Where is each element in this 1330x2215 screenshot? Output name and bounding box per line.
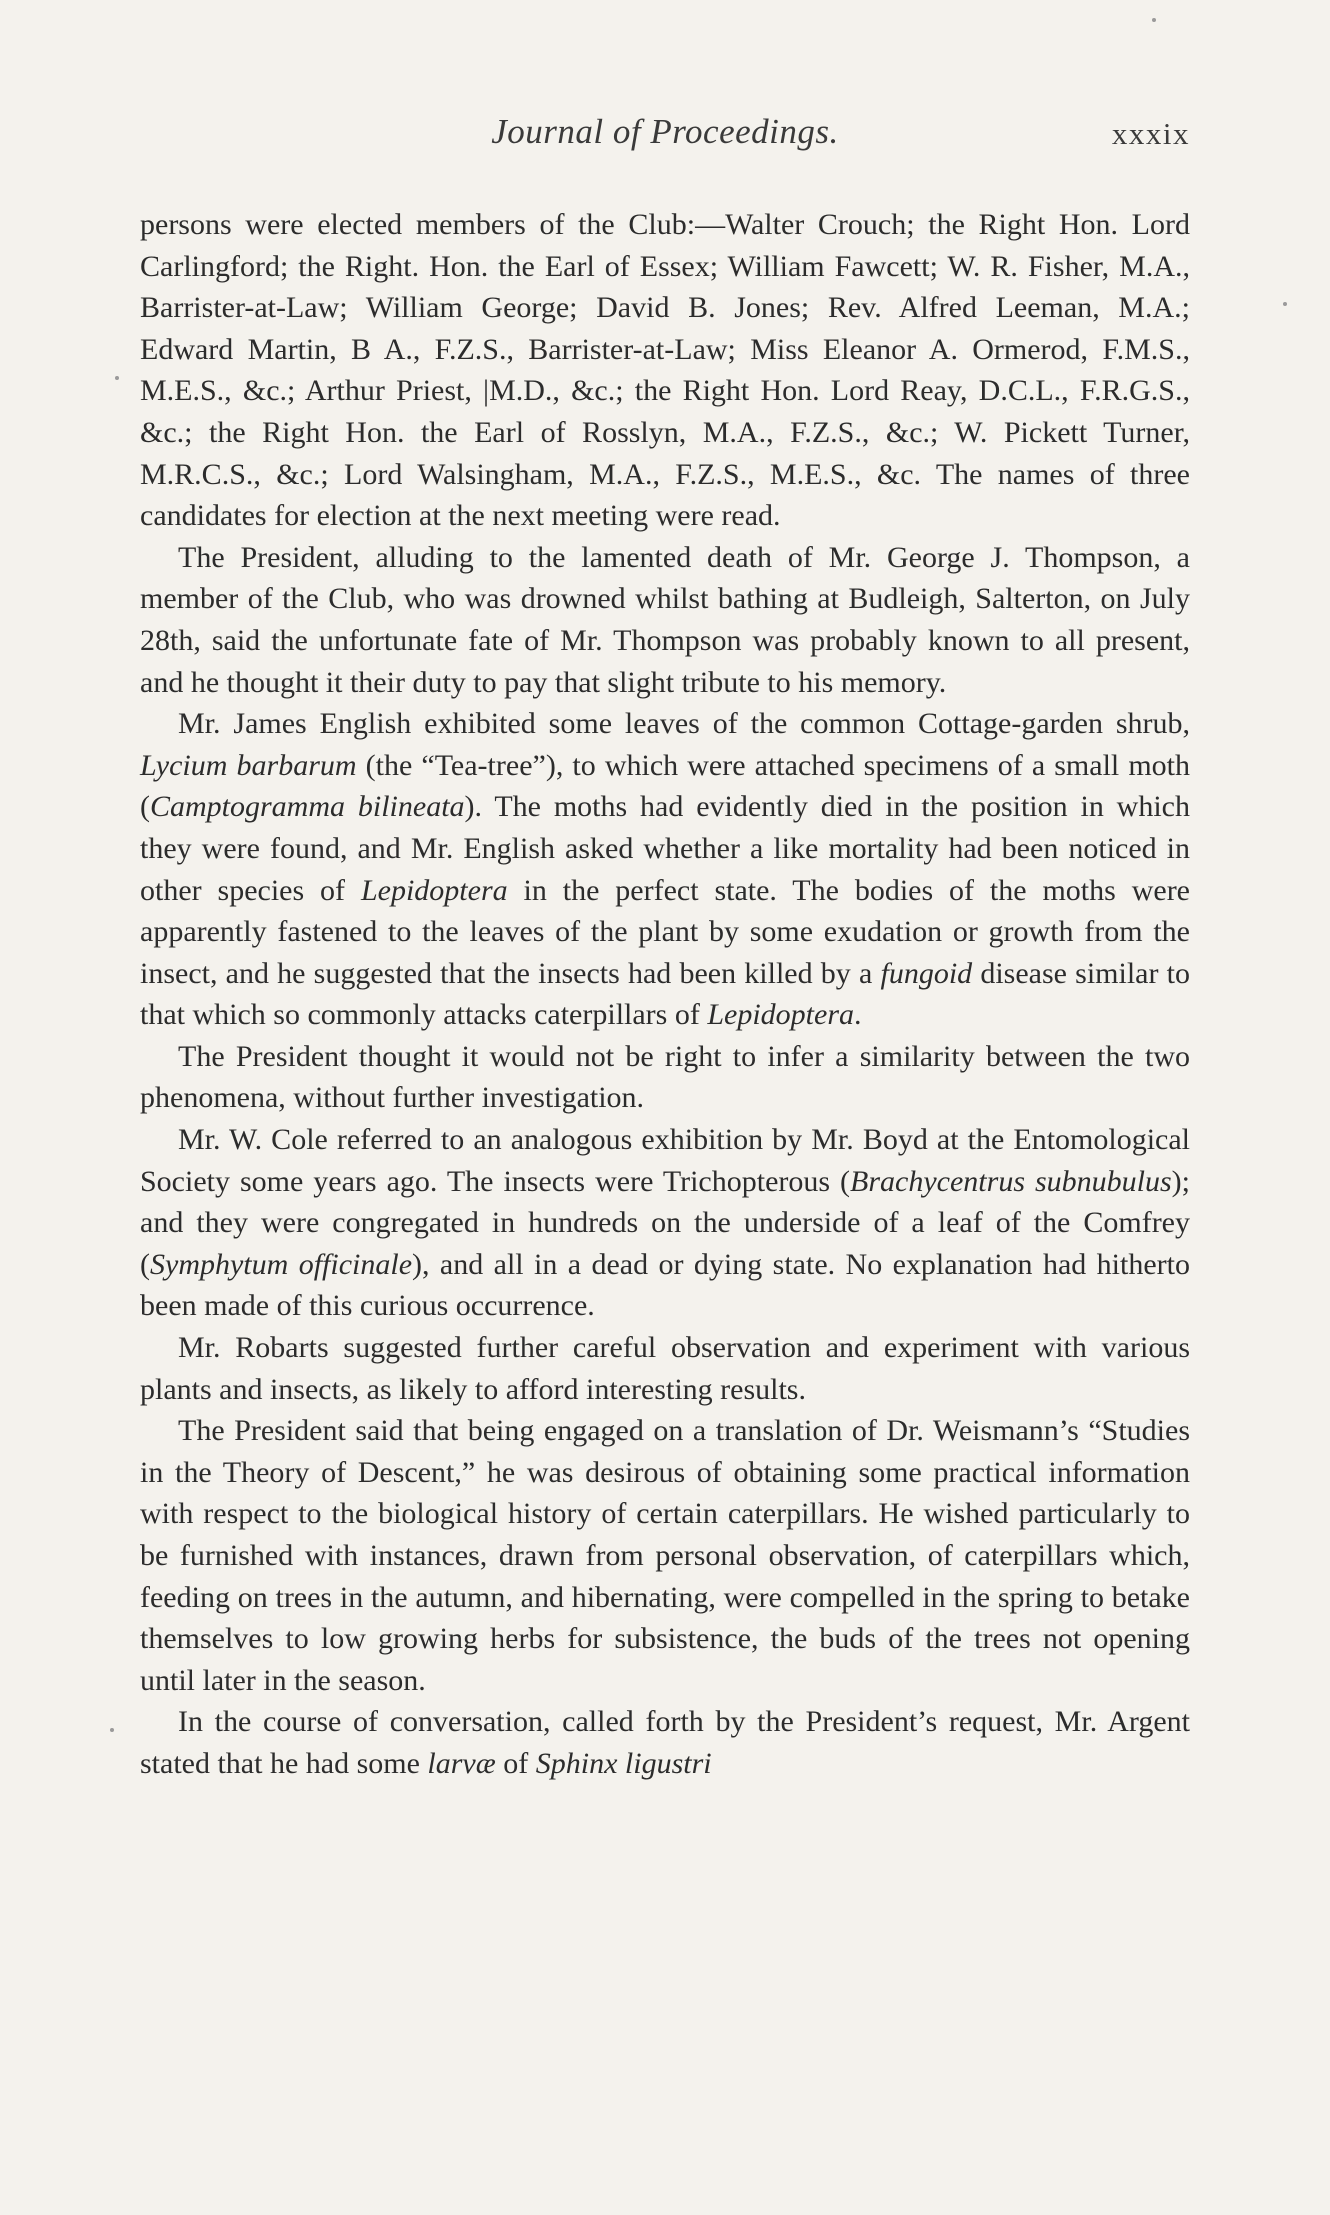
paper-speck bbox=[1152, 18, 1156, 22]
running-head bbox=[140, 112, 1190, 172]
text-run: . bbox=[854, 998, 862, 1032]
text-run: Mr. James English exhibited some leaves of the common Cottage-garden shrub, bbox=[178, 707, 1190, 741]
italic-term: Camptogramma bilineata bbox=[150, 790, 465, 824]
text-run: In the course of conversation, called forth by the President’s request, Mr. Argent stated that he had some bbox=[140, 1705, 1190, 1780]
text-run: ). The moths had evidently died in the position in which they were found, and Mr. English asked whether a like mortality had been noticed in other species of bbox=[140, 790, 1190, 907]
running-title: Journal of Proceedings. bbox=[491, 112, 839, 151]
italic-term: Lycium barbarum bbox=[140, 748, 357, 782]
paragraph bbox=[140, 1119, 1190, 1327]
page-number: xxxix bbox=[1111, 116, 1190, 151]
text-run: ); and they were congregated in hundreds on the underside of a leaf of the Comfrey ( bbox=[140, 1164, 1190, 1281]
text-run: The President said that being engaged on a translation of Dr. Weismann’s “Studies in the Theory of Descent,” he was desirous of obtaining some practical information with respect to the biological history of certain caterpillars. He wished particularly to be furnished with instances, drawn from personal observation, of caterpillars which, feeding on trees in the autumn, and hibernating, were compelled in the spring to betake themselves to low growing herbs for subsistence, the buds of the trees not opening until later in the season. bbox=[140, 1414, 1190, 1697]
text-run: The President, alluding to the lamented death of Mr. George J. Thompson, a member of the Club, who was drowned whilst bathing at Budleigh, Salterton, on July 28th, said the unfortunate fate of Mr. Thompson was probably known to all present, and he thought it their duty to pay that slight tribute to his memory. bbox=[140, 540, 1190, 699]
italic-term: Lepidoptera bbox=[707, 998, 855, 1032]
text-run: in the perfect state. The bodies of the moths were apparently fastened to the leaves of the plant by some exudation or growth from the insect, and he suggested that the insects had been killed by a bbox=[140, 873, 1190, 990]
paragraph bbox=[140, 1701, 1190, 1784]
paragraph bbox=[140, 1036, 1190, 1119]
italic-term: Brachycentrus subnubulus bbox=[850, 1164, 1172, 1198]
italic-term: Sphinx ligustri bbox=[535, 1746, 712, 1780]
body-text bbox=[140, 204, 1190, 1785]
italic-term: Symphytum officinale bbox=[150, 1247, 413, 1281]
paper-speck bbox=[115, 376, 119, 380]
paper-speck bbox=[110, 1728, 114, 1732]
text-run: The President thought it would not be right to infer a similarity between the two phenomena, without further investigation. bbox=[140, 1039, 1190, 1115]
text-run: Mr. W. Cole referred to an analogous exhibition by Mr. Boyd at the Entomological Society some years ago. The insects were Trichopterous ( bbox=[140, 1123, 1190, 1198]
text-run: (the “Tea-tree”), to which were attached specimens of a small moth ( bbox=[140, 748, 1191, 824]
paper-speck bbox=[1283, 302, 1287, 306]
paragraph bbox=[140, 1410, 1190, 1701]
text-run: Mr. Robarts suggested further careful observation and experiment with various plants and insects, as likely to afford interesting results. bbox=[140, 1331, 1190, 1406]
paragraph bbox=[140, 1327, 1190, 1410]
italic-term: larvæ bbox=[427, 1746, 496, 1780]
paragraph bbox=[140, 703, 1190, 1036]
text-run: disease similar to that which so commonly attacks caterpillars of bbox=[140, 956, 1190, 1032]
text-run: persons were elected members of the Club:—Walter Crouch; the Right Hon. Lord Carlingford; the Right. Hon. the Earl of Essex; William Fawcett; W. R. Fisher, M.A., Barrister-at-Law; William George; David B. Jones; Rev. Alfred Leeman, M.A.; Edward Martin, B A., F.Z.S., Barrister-at-Law; Miss Eleanor A. Ormerod, F.M.S., M.E.S., &c.; Arthur Priest, |M.D., &c.; the Right Hon. Lord Reay, D.C.L., F.R.G.S., &c.; the Right Hon. the Earl of Rosslyn, M.A., F.Z.S., &c.; W. Pickett Turner, M.R.C.S., &c.; Lord Walsingham, M.A., F.Z.S., M.E.S., &c. The names of three candidates for election at the next meeting were read. bbox=[140, 208, 1190, 533]
italic-term: fungoid bbox=[880, 956, 973, 990]
paragraph bbox=[140, 204, 1190, 537]
italic-term: Lepidoptera bbox=[360, 873, 508, 907]
text-run: of bbox=[495, 1746, 536, 1780]
paragraph bbox=[140, 537, 1190, 703]
text-run: ), and all in a dead or dying state. No explanation had hitherto been made of this curious occurrence. bbox=[140, 1247, 1190, 1323]
